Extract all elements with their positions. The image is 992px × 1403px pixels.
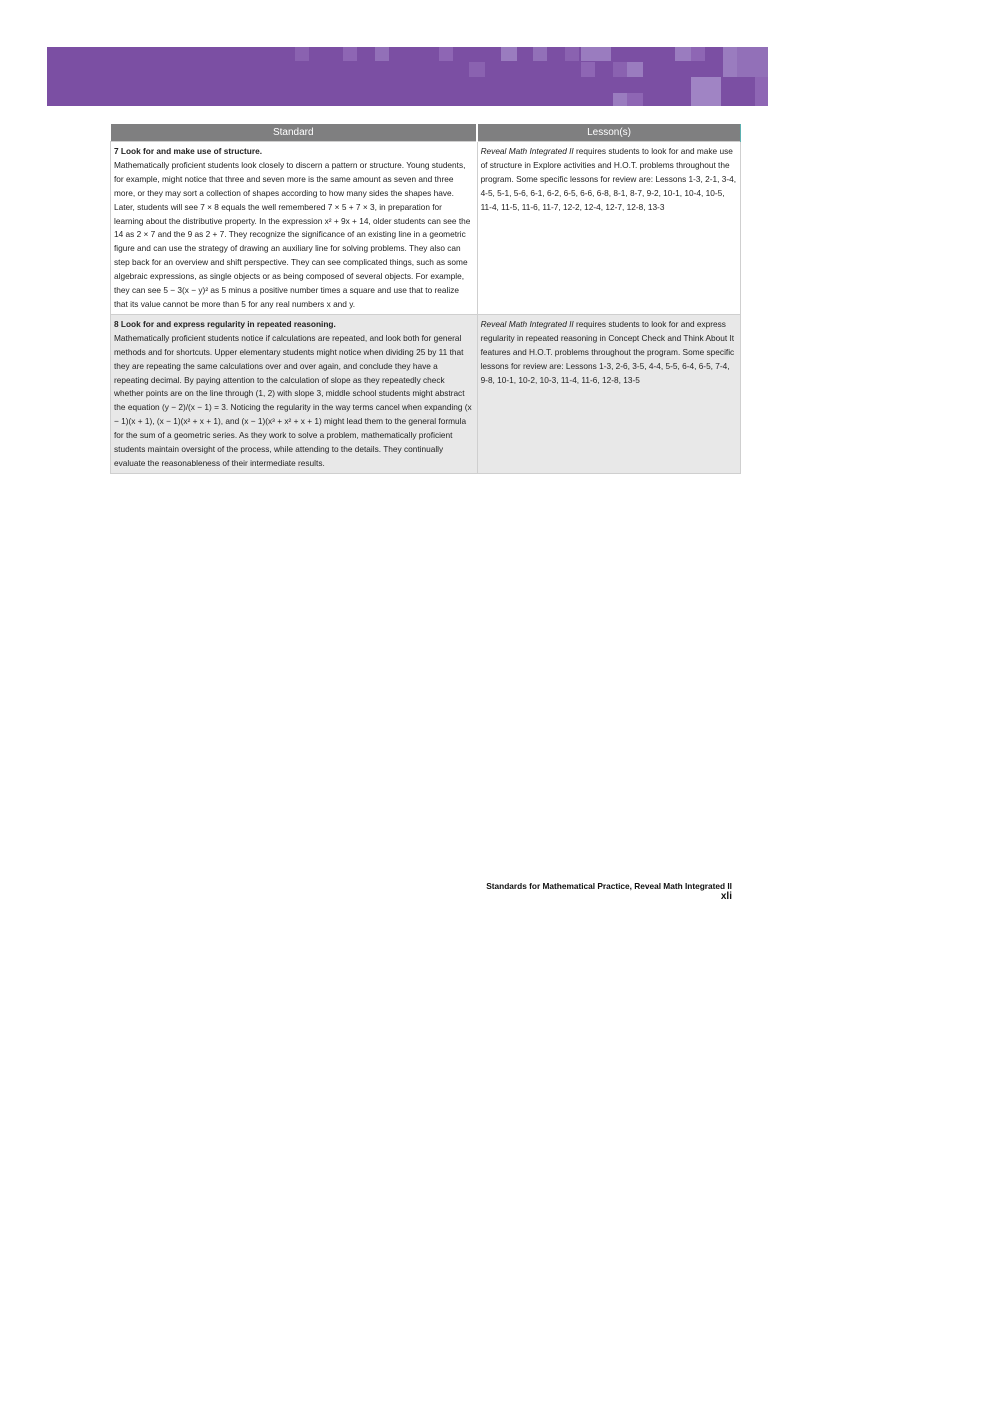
lessons-cell	[477, 314, 740, 473]
banner-square	[375, 47, 389, 61]
banner-square	[565, 47, 579, 61]
banner-square	[691, 47, 705, 61]
banner-square	[627, 93, 643, 106]
page-number: xli	[720, 891, 732, 902]
standard-description: Mathematically proficient students notice if calculations are repeated, and look both for general methods and for shortcuts. Upper elementary students might notice when dividing 25 by 11 that they are repeating the same calculations over and over again, and conclude they have a repeating decimal. By paying attention to the calculation of slope as they repeatedly check whether points are on the line through (1, 2) with slope 3, middle school students might abstract the equation (y − 2)/(x − 1) = 3. Noticing the regularity in the way terms cancel when expanding (x − 1)(x + 1), (x − 1)(x² + x + 1), and (x − 1)(x³ + x² + x + 1) might lead them to the general formula for the sum of a geometric series. As they work to solve a problem, mathematically proficient students maintain oversight of the process, while attending to the details. They continually evaluate the reasonableness of their intermediate results.	[114, 332, 472, 468]
page-footer	[478, 881, 732, 902]
banner-square	[613, 62, 627, 77]
column-header-standard: Standard	[111, 124, 478, 142]
table-row	[111, 142, 741, 315]
banner-square	[723, 47, 737, 77]
banner-square	[755, 77, 768, 106]
banner-square	[581, 62, 595, 77]
banner-square	[613, 93, 627, 106]
column-header-lessons: Lesson(s)	[477, 124, 740, 142]
lessons-cell	[477, 142, 740, 315]
banner-square	[343, 47, 357, 61]
banner-square	[737, 47, 768, 77]
banner-square	[295, 47, 309, 61]
footer-title: Standards for Mathematical Practice, Reveal Math Integrated II	[486, 881, 732, 891]
lessons-description: requires students to look for and express regularity in repeated reasoning in Concept Check and Think About It features and H.O.T. problems throughout the program. Some specific lessons for review are: Lessons 1-3, 2-6, 3-5, 4-4, 5-5, 6-4, 6-5, 7-4, 9-8, 10-1, 10-2, 10-3, 11-4, 11-6, 12-8, 13-5	[480, 318, 735, 385]
header-banner	[47, 47, 768, 106]
standard-description: Mathematically proficient students look closely to discern a pattern or structure. Young students, for example, might notice that three and seven more is the same amount as seven and three more, or they may sort a collection of shapes according to how many sides the shapes have. Later, students will see 7 × 8 equals the well remembered 7 × 5 + 7 × 3, in preparation for learning about the distributive property. In the expression x² + 9x + 14, older students can see the 14 as 2 × 7 and the 9 as 2 + 7. They recognize the significance of an existing line in a geometric figure and can use the strategy of drawing an auxiliary line for solving problems. They also can step back for an overview and shift perspective. They can see complicated things, such as some algebraic expressions, as single objects or as being composed of several objects. For example, they can see 5 − 3(x − y)² as 5 minus a positive number times a square and use that to realize that its value cannot be more than 5 for any real numbers x and y.	[114, 159, 471, 309]
lessons-description: requires students to look for and make use of structure in Explore activities and H.O.T. problems throughout the program. Some specific lessons for review are: Lessons 1-3, 2-1, 3-4, 4-5, 5-1, 5-6, 6-1, 6-2, 6-5, 6-6, 6-8, 8-1, 8-7, 9-2, 10-1, 10-4, 10-5, 11-4, 11-5, 11-6, 11-7, 12-2, 12-4, 12-7, 12-8, 13-3	[480, 146, 737, 212]
banner-square	[581, 47, 611, 61]
banner-square	[469, 62, 485, 77]
banner-square	[439, 47, 453, 61]
banner-square	[627, 62, 643, 77]
program-title: Reveal Math Integrated II	[480, 318, 574, 329]
table-row	[111, 314, 741, 473]
standard-heading: 8 Look for and express regularity in repeated reasoning.	[114, 318, 336, 329]
banner-square	[501, 47, 517, 61]
banner-square	[691, 77, 721, 106]
standard-heading: 7 Look for and make use of structure.	[114, 146, 262, 156]
standards-table	[110, 124, 741, 474]
banner-square	[675, 47, 691, 61]
banner-square	[533, 47, 547, 61]
table-header-row	[111, 124, 741, 142]
standard-cell	[111, 142, 478, 315]
standard-cell	[111, 314, 478, 473]
program-title: Reveal Math Integrated II	[480, 146, 574, 156]
